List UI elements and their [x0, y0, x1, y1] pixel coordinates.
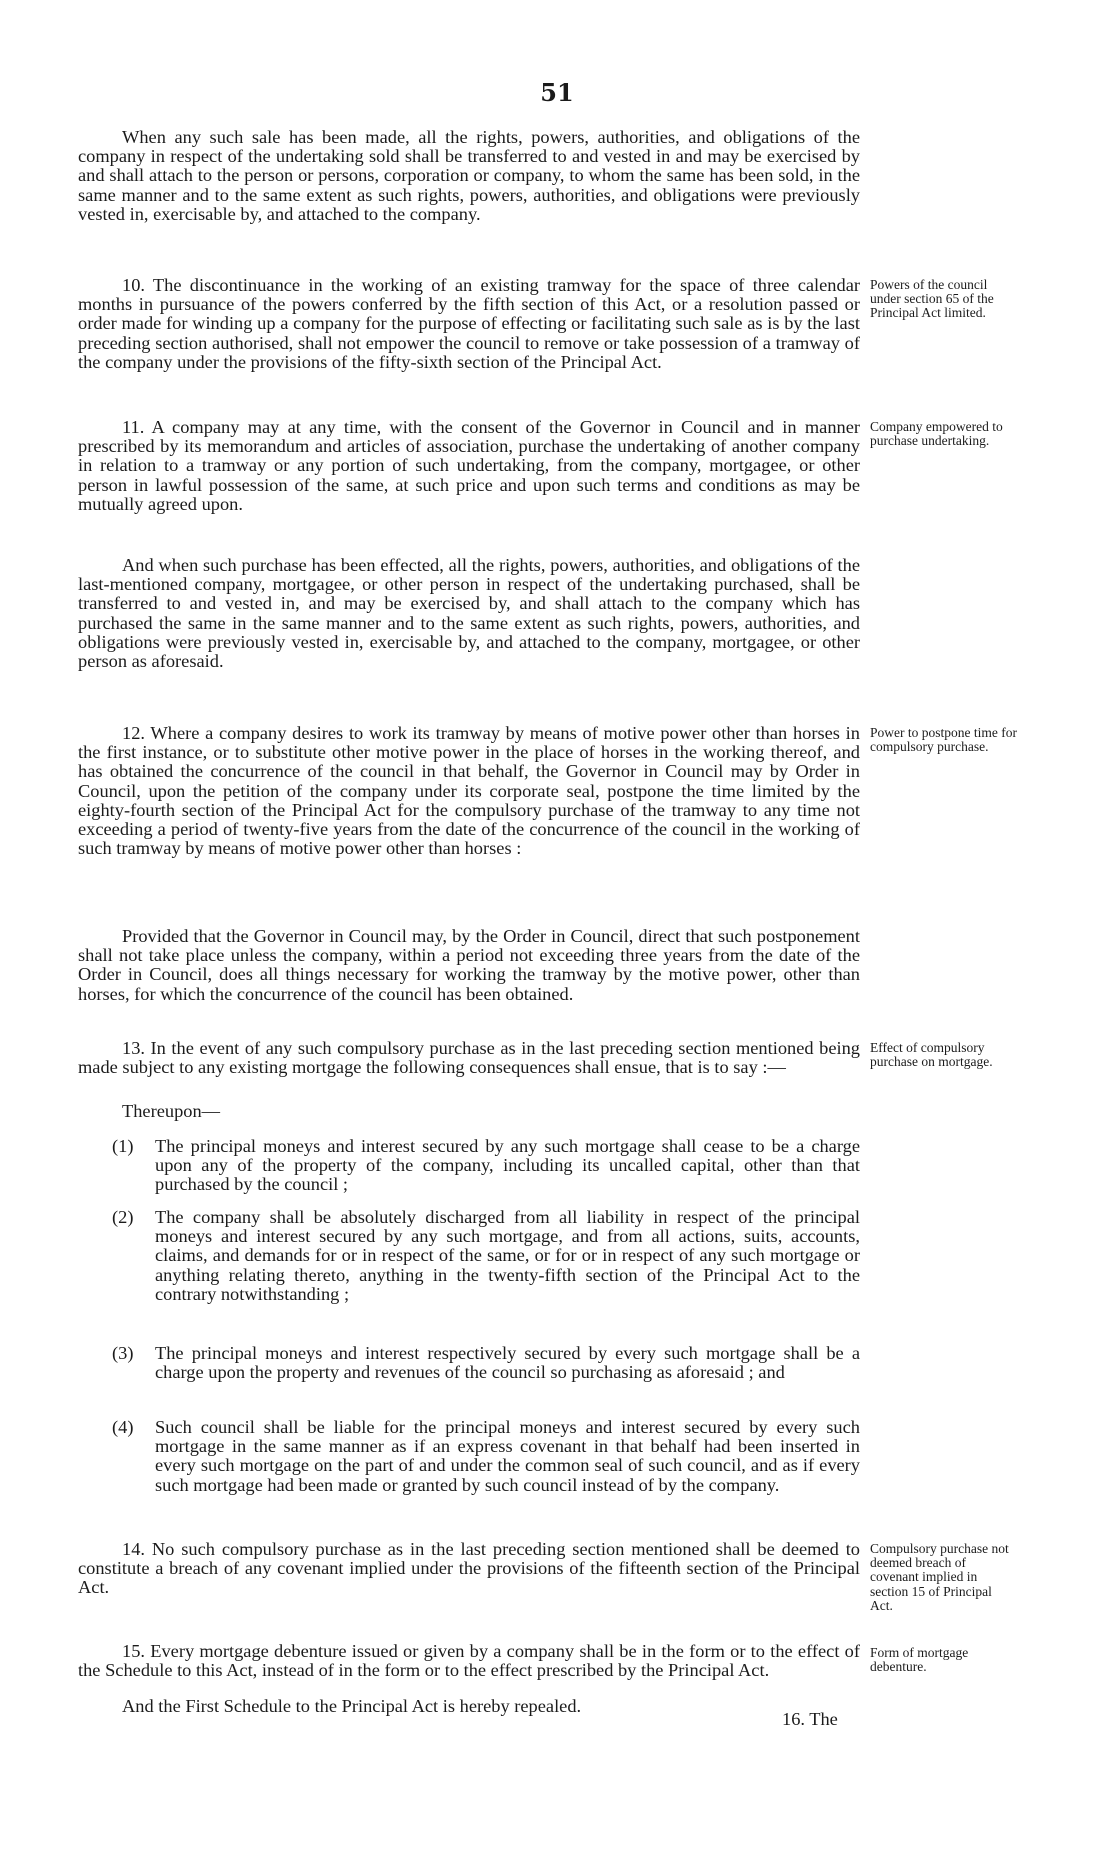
list-number: (2)	[112, 1207, 134, 1227]
section-12-proviso	[78, 927, 860, 1004]
paragraph: 13. In the event of any such compulsory purchase as in the last preceding section mentioned being made subject to any existing mortgage the following consequences shall ensue, that is to say :—	[78, 1038, 860, 1078]
list-item	[112, 1207, 860, 1304]
section-14	[78, 1540, 860, 1598]
list-number: (4)	[112, 1417, 134, 1437]
margin-note-section-15: Form of mortgage debenture.	[870, 1645, 969, 1675]
list-number: (3)	[112, 1343, 134, 1363]
list-text: The principal moneys and interest secured by any such mortgage shall cease to be a charge upon any of the property of the company, including its uncalled capital, other than that purchased by the council ;	[155, 1136, 860, 1195]
paragraph: 12. Where a company desires to work its tramway by means of motive power other than horses in the first instance, or to substitute other motive power in the place of horses in the working thereof, and has obtained the concurrence of the council in that behalf, the Governor in Council may by Order in Council, upon the petition of the company under its corporate seal, postpone the time limited by the eighty-fourth section of the Principal Act for the compulsory purchase of the tramway to any time not exceeding a period of twenty-five years from the date of the concurrence of the council in the working of such tramway by means of motive power other than horses :	[78, 723, 860, 859]
section-9-continuation	[78, 128, 860, 224]
section-10	[78, 276, 860, 372]
margin-note-section-12: Power to postpone time for compulsory purchase.	[870, 725, 1017, 755]
list-item	[112, 1136, 860, 1195]
paragraph: When any such sale has been made, all the rights, powers, authorities, and obligations of the company in respect of the undertaking sold shall be transferred to and vested in and may be exercised by and shall attach to the person or persons, corporation or company, to whom the same has been sold, in the same manner and to the same extent as such rights, powers, authorities, and obligations were previously vested in, exercisable by, and attached to the company.	[78, 127, 860, 224]
section-13	[78, 1039, 860, 1077]
paragraph: 14. No such compulsory purchase as in the last preceding section mentioned shall be deemed to constitute a breach of any covenant implied under the provisions of the fifteenth section of the Principal Act.	[78, 1539, 860, 1598]
paragraph: And the First Schedule to the Principal Act is hereby repealed.	[122, 1696, 582, 1716]
section-12	[78, 724, 860, 858]
paragraph: And when such purchase has been effected, all the rights, powers, authorities, and obligations of the last-mentioned company, mortgagee, or other person in respect of the undertaking purchased, shall be transferred to and vested in, and may be exercised by, and shall attach to the company which has purchased the same in the same manner and to the same extent as such rights, powers, authorities, and obligations were previously vested in, exercisable by, and attached to the company, mortgagee, or other person as aforesaid.	[78, 555, 860, 672]
paragraph: 10. The discontinuance in the working of an existing tramway for the space of three calendar months in pursuance of the powers conferred by the fifth section of this Act, or a resolution passed or order made for winding up a company for the purpose of effecting or facilitating such sale as is by the last preceding section authorised, shall not empower the council to remove or take possession of a tramway of the company under the provisions of the fifty-sixth section of the Principal Act.	[78, 275, 860, 372]
margin-note-section-14: Compulsory purchase not deemed breach of covenant implied in section 15 of Principal Act.	[870, 1541, 1009, 1613]
list-item	[112, 1417, 860, 1495]
catchword: 16. The	[782, 1709, 838, 1729]
paragraph: 15. Every mortgage debenture issued or given by a company shall be in the form or to the effect of the Schedule to this Act, instead of in the form or to the effect prescribed by the Principal Act.	[78, 1641, 860, 1681]
section-13-thereupon	[78, 1102, 860, 1121]
list-text: Such council shall be liable for the principal moneys and interest secured by every such mortgage in the same manner as if an express covenant in that behalf had been inserted in every such mortgage on the part of and under the common seal of such council, and as if every such mortgage had been made or granted by such council instead of by the company.	[155, 1417, 860, 1495]
list-item	[112, 1343, 860, 1383]
paragraph: Provided that the Governor in Council may, by the Order in Council, direct that such postponement shall not take place unless the company, within a period not exceeding three years from the date of the Order in Council, does all things necessary for working the tramway by the motive power, other than horses, for which the concurrence of the council has been obtained.	[78, 926, 860, 1004]
section-11-continuation	[78, 556, 860, 671]
section-11	[78, 418, 860, 514]
margin-note-section-10: Powers of the council under section 65 of the Principal Act limited.	[870, 277, 994, 321]
section-15-repeal	[78, 1697, 860, 1716]
list-number: (1)	[112, 1136, 134, 1156]
list-text: The principal moneys and interest respectively secured by every such mortgage shall be a charge upon the property and revenues of the council so purchasing as aforesaid ; and	[155, 1343, 860, 1383]
paragraph: Thereupon—	[122, 1101, 221, 1121]
margin-note-section-13: Effect of compulsory purchase on mortgage.	[870, 1040, 993, 1070]
section-15	[78, 1642, 860, 1680]
page-number: 51	[540, 78, 574, 107]
list-text: The company shall be absolutely discharged from all liability in respect of the principal moneys and interest secured by any such mortgage, and from all actions, suits, accounts, claims, and demands for or in respect of the same, or for or in respect of any such mortgage or anything relating thereto, anything in the twenty-fifth section of the Principal Act to the contrary notwithstanding ;	[155, 1207, 860, 1304]
margin-note-section-11: Company empowered to purchase undertaking.	[870, 419, 1003, 449]
paragraph: 11. A company may at any time, with the consent of the Governor in Council and in manner prescribed by its memorandum and articles of association, purchase the undertaking of another company in relation to a tramway or any portion of such undertaking, from the company, mortgagee, or other person in lawful possession of the same, at such price and upon such terms and conditions as may be mutually agreed upon.	[78, 417, 860, 514]
